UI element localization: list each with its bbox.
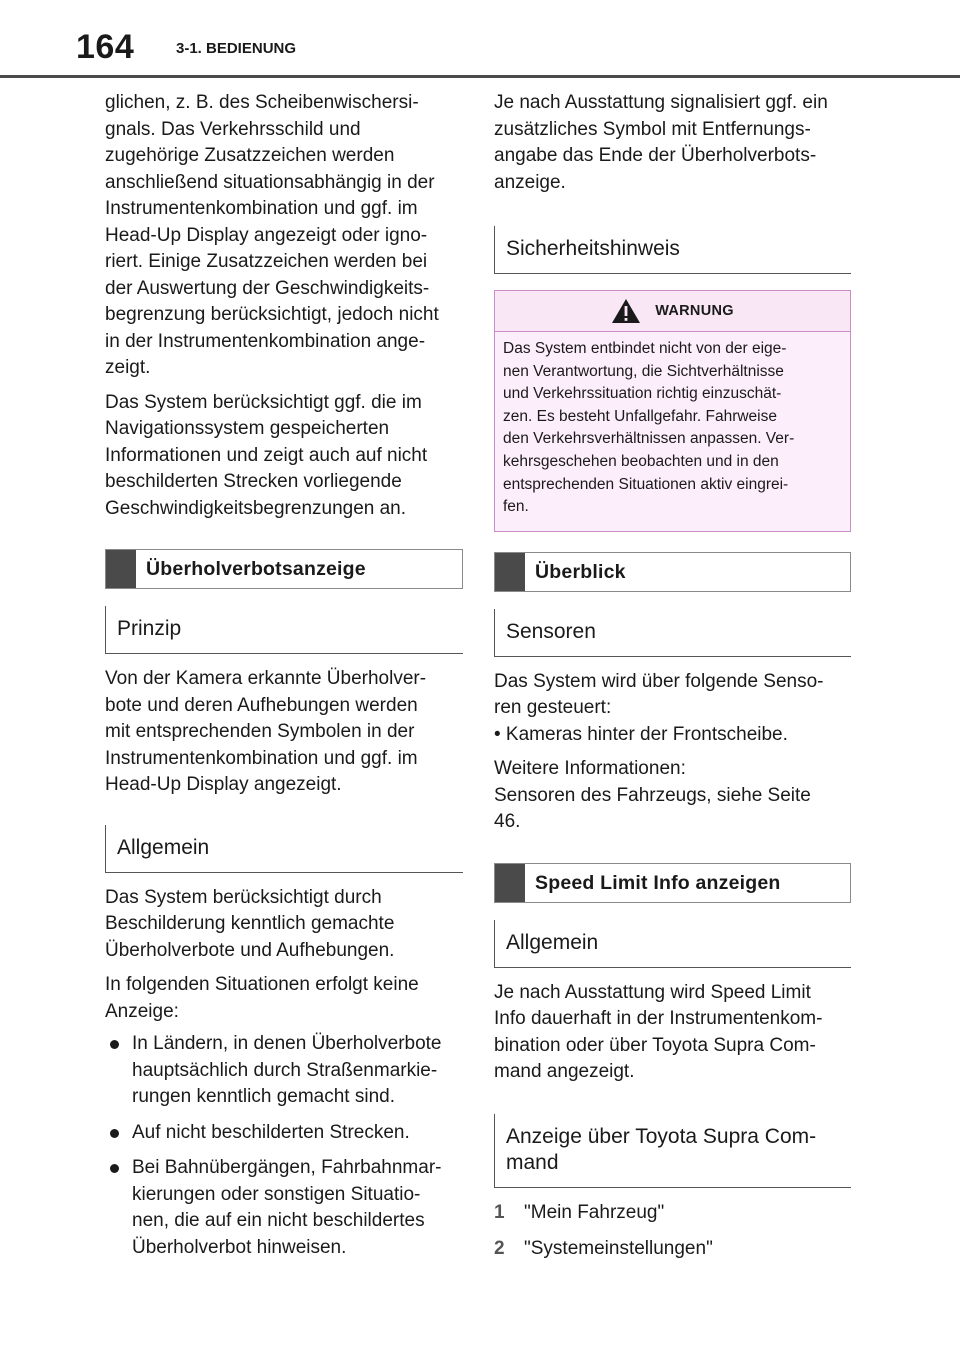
bullet-dot [110, 1040, 119, 1049]
subheading-anzeige-supra-command: Anzeige über Toyota Supra Com- mand [494, 1114, 851, 1188]
warning-triangle-icon [611, 298, 641, 324]
step-item [494, 1200, 851, 1227]
heading-block [106, 550, 136, 588]
warning-header [495, 291, 850, 332]
list-item: In Ländern, in denen Überholverbote hauptsächlich durch Straßenmarkie- rungen kenntlich gemacht sind. [105, 1031, 463, 1111]
section-heading-ueberblick [494, 552, 851, 592]
subheading-allgemein-right: Allgemein [494, 920, 851, 968]
section-heading-text: Überholverbotsanzeige [146, 558, 366, 580]
section-heading-text: Überblick [535, 560, 626, 583]
subheading-sicherheitshinweis: Sicherheitshinweis [494, 226, 851, 274]
section-heading-speed-limit [494, 863, 851, 903]
bullet-dot [110, 1164, 119, 1173]
page-number: 164 [76, 28, 135, 66]
step-item [494, 1236, 851, 1263]
section-heading-text: Speed Limit Info anzeigen [535, 871, 781, 894]
info-paragraph: Weitere Informationen: Sensoren des Fahrzeugs, siehe Seite 46. [494, 758, 811, 833]
step-text: "Mein Fahrzeug" [524, 1201, 665, 1223]
situations-list [105, 1031, 463, 1261]
list-item: Bei Bahnübergängen, Fahrbahnmar- kierungen oder sonstigen Situatio- nen, die auf ein nicht beschildertes Überholverbot hinweisen. [105, 1155, 463, 1261]
end-sign-paragraph: Je nach Ausstattung signalisiert ggf. ein zusätzliches Symbol mit Entfernungs- angabe das Ende der Überholverbots- anzeige. [494, 92, 828, 193]
list-item: Auf nicht beschilderten Strecken. [105, 1120, 463, 1147]
warning-text: Das System entbindet nicht von der eige- nen Verantwortung, die Sichtverhältnisse und Verkehrssituation richtig einzuschät- zen. Es besteht Unfallgefahr. Fahrweise den Verkehrsverhältnissen anpassen. Ver- kehrsgeschehen beobachten und in den entsprechenden Situationen aktiv eingrei- fen. [495, 332, 850, 531]
subheading-sensoren: Sensoren [494, 609, 851, 657]
heading-block [495, 864, 525, 902]
situations-paragraph: In folgenden Situationen erfolgt keine Anzeige: [105, 974, 419, 1022]
sensors-paragraph: Das System wird über folgende Senso- ren gesteuert: • Kameras hinter der Frontscheibe. [494, 670, 824, 745]
header-rule [0, 75, 960, 78]
step-number: 2 [494, 1238, 505, 1260]
step-text: "Systemeinstellungen" [524, 1238, 713, 1260]
allgemein-paragraph: Das System berücksichtigt durch Beschilderung kenntlich gemachte Überholverbote und Aufhebungen. [105, 886, 395, 961]
right-column [494, 90, 851, 1263]
subheading-prinzip: Prinzip [105, 606, 463, 654]
subheading-allgemein: Allgemein [105, 825, 463, 873]
heading-block [495, 553, 525, 591]
warning-label: WARNUNG [655, 303, 734, 319]
bullet-dot [110, 1129, 119, 1138]
left-column [105, 90, 463, 1270]
intro-paragraph: glichen, z. B. des Scheibenwischersi- gnals. Das Verkehrsschild und zugehörige Zusatzzeichen werden anschließend situationsabhängig in der Instrumentenkombination und ggf. im Head-Up Display angezeigt oder igno- riert. Einige Zusatzzeichen werden bei der Auswertung der Geschwindigkeits- begrenzung berücksichtigt, jedoch nicht in der Instrumentenkombination ange- zeigt. [105, 92, 439, 378]
speed-limit-paragraph: Je nach Ausstattung wird Speed Limit Info dauerhaft in der Instrumentenkom- bination oder über Toyota Supra Com- mand angezeigt. [494, 981, 823, 1083]
section-title: 3-1. BEDIENUNG [176, 40, 297, 57]
section-heading-ueberholverbot [105, 549, 463, 589]
steps-list [494, 1200, 851, 1263]
warning-box [494, 290, 851, 532]
step-number: 1 [494, 1201, 505, 1223]
prinzip-paragraph: Von der Kamera erkannte Überholver- bote und deren Aufhebungen werden mit entsprechenden Symbolen in der Instrumentenkombination und ggf. im Head-Up Display angezeigt. [105, 668, 427, 795]
navigation-paragraph: Das System berücksichtigt ggf. die im Navigationssystem gespeicherten Informationen und zeigt auch auf nicht beschilderten Strecken vorliegende Geschwindigkeitsbegrenzungen an. [105, 391, 428, 519]
